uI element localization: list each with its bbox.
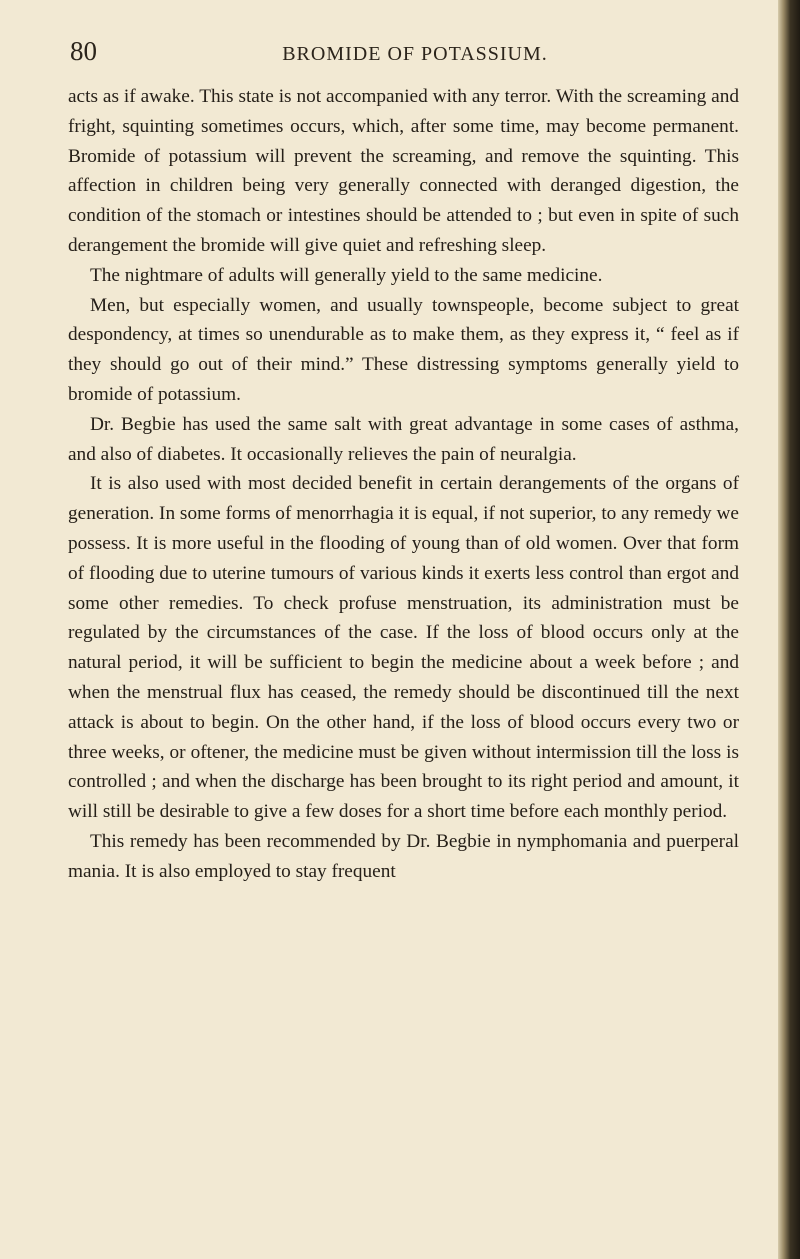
running-title: BROMIDE OF POTASSIUM.: [282, 43, 548, 65]
paragraph-1: acts as if awake. This state is not accompanied with any terror. With the screaming and fright, squinting sometimes occurs, which, after some time, may become permanent. Bromide of potassium will prevent the screaming, and remove the squinting. This affection in children being very generally connected with deranged digestion, the condition of the stomach or intestines should be attended to ; but even in spite of such derangement the bromide will give quiet and refreshing sleep.: [68, 86, 739, 256]
paragraph-5: It is also used with most decided benefit in certain derangements of the organs of generation. In some forms of menorrhagia it is equal, if not superior, to any remedy we possess. It is more useful in the flooding of young than of old women. Over that form of flooding due to uterine tumours of various kinds it exerts less control than ergot and some other remedies. To check profuse menstruation, its administration must be regulated by the circumstances of the case. If the loss of blood occurs only at the natural period, it will be sufficient to begin the medicine about a week before ; and when the menstrual flux has ceased, the remedy should be discontinued till the next attack is about to begin. On the other hand, if the loss of blood occurs every two or three weeks, or oftener, the medicine must be given without intermission till the loss is controlled ; and when the discharge has been brought to its right period and amount, it will still be desirable to give a few doses for a short time before each monthly period.: [68, 473, 739, 823]
paragraph-3: Men, but especially women, and usually townspeople, become subject to great despondency, at times so unendurable as to make them, as they express it, “ feel as if they should go out of their mind.” These distressing symptoms generally yield to bromide of potassium.: [68, 294, 739, 405]
page-edge-shadow: [778, 0, 800, 1259]
paragraph-6: This remedy has been recommended by Dr. Begbie in nymphomania and puerperal mania. It is also employed to stay frequent: [68, 830, 739, 882]
paragraph-2: The nightmare of adults will generally yield to the same medicine.: [90, 264, 603, 286]
paragraph-4: Dr. Begbie has used the same salt with great advantage in some cases of asthma, and also of diabetes. It occasionally relieves the pain of neuralgia.: [68, 413, 739, 465]
page-number: 80: [70, 36, 97, 66]
body-text: [68, 82, 739, 887]
page-header: [70, 36, 760, 76]
